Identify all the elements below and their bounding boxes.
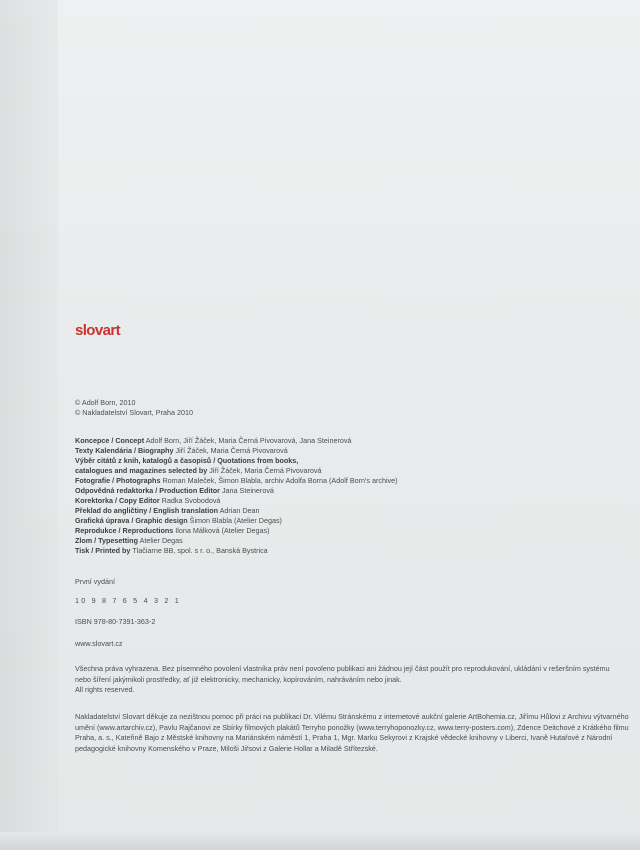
credit-value: Roman Maleček, Šimon Blabla, archiv Adolfa Borna (Adolf Born's archive) [160,476,398,485]
credit-label: Výběr citátů z knih, katalogů a časopisů / Quotations from books, [75,456,299,465]
rights-line: nebo šíření jakýmikoli prostředky, ať již elektronicky, mechanicky, kopírováním, nahráváním nebo jinak. [75,674,402,684]
credit-value: Tlačiarne BB, spol. s r. o., Banská Bystrica [130,546,268,555]
credit-row [75,456,398,466]
credit-label: Reprodukce / Reproductions [75,526,174,535]
rights-line: All rights reserved. [75,685,135,694]
credit-value: Adrian Dean [217,506,260,515]
publisher-logo: slovart [75,322,120,339]
acknowledgements: Nakladatelství Slovart děkuje za nezištnou pomoc při práci na publikaci Dr. Vilému Stránskému z internetové aukční galerie ArtBohemia.cz, Jiřímu Hůlovi z Archivu výtvarného umění (www.artarchiv.cz), Pavlu Rajčanovi ze Sbírky filmových plakátů Terryho ponožky (www.terryhoponozky.cz, www.terry-posters.com), Zdence Deitchové z Krátkého filmu Praha, a. s., Kateřině Bajo z Městské knihovny na Mariánském náměstí 1, Praha 1, Mgr. Marku Sekyrovi z Krajské vědecké knihovny v Liberci, Ivaně Hutařové z Národní pedagogické knihovny Komenského v Praze, Miloši Jiřsovi z Galerie Hollar a Miladě Střítezské. [75,712,629,753]
credit-value: Ilona Málková (Atelier Degas) [173,526,270,535]
credit-label: catalogues and magazines selected by [75,466,208,475]
credit-label: Koncepce / Concept [75,436,145,445]
credit-row [75,496,398,506]
credit-row [75,446,398,456]
credit-row [75,436,398,446]
credit-label: Grafická úprava / Graphic design [75,516,188,525]
copyright-line: © Adolf Born, 2010 [75,398,136,407]
copyright-line: © Nakladatelství Slovart, Praha 2010 [75,408,193,417]
credit-row [75,486,398,496]
credit-row [75,526,398,536]
credit-value: Jana Steinerová [219,486,274,495]
rights-notice [75,664,630,696]
edition-note: První vydání [75,577,115,586]
credit-label: Překlad do angličtiny / English translation [75,506,218,515]
credit-value: Atelier Degas [137,536,183,545]
isbn: ISBN 978-80-7391-363-2 [75,617,156,626]
credit-label: Zlom / Typesetting [75,536,138,545]
rights-line: Všechna práva vyhrazena. Bez písemného povolení vlastníka práv není povoleno publikaci ani žádnou její část použít pro reprodukování, ukládání v rešeršním systému [75,664,610,673]
print-number-line: 10 9 8 7 6 5 4 3 2 1 [75,596,181,605]
credit-row [75,536,398,546]
credits-list [75,436,398,556]
credit-row [75,476,398,486]
credit-label: Korektorka / Copy Editor [75,496,160,505]
copyright-notice [75,398,193,418]
credit-label: Odpovědná redaktorka / Production Editor [75,486,220,495]
credit-row [75,466,398,476]
credit-value: Jiří Žáček, Maria Černá Pivovarová [207,466,322,475]
credit-label: Fotografie / Photographs [75,476,161,485]
credit-value: Adolf Born, Jiří Žáček, Maria Černá Pivovarová, Jana Steinerová [144,436,352,445]
credit-row [75,516,398,526]
page-bottom-edge [0,832,640,850]
credit-row [75,506,398,516]
page-shadow [0,0,58,850]
credit-label: Texty Kalendária / Biography [75,446,174,455]
credit-row [75,546,398,556]
credit-value: Radka Svobodová [159,496,221,505]
credit-value: Jiří Žáček, Maria Černá Pivovarová [173,446,288,455]
website: www.slovart.cz [75,639,123,648]
credit-value: Šimon Blabla (Atelier Degas) [187,516,282,525]
credit-label: Tisk / Printed by [75,546,131,555]
